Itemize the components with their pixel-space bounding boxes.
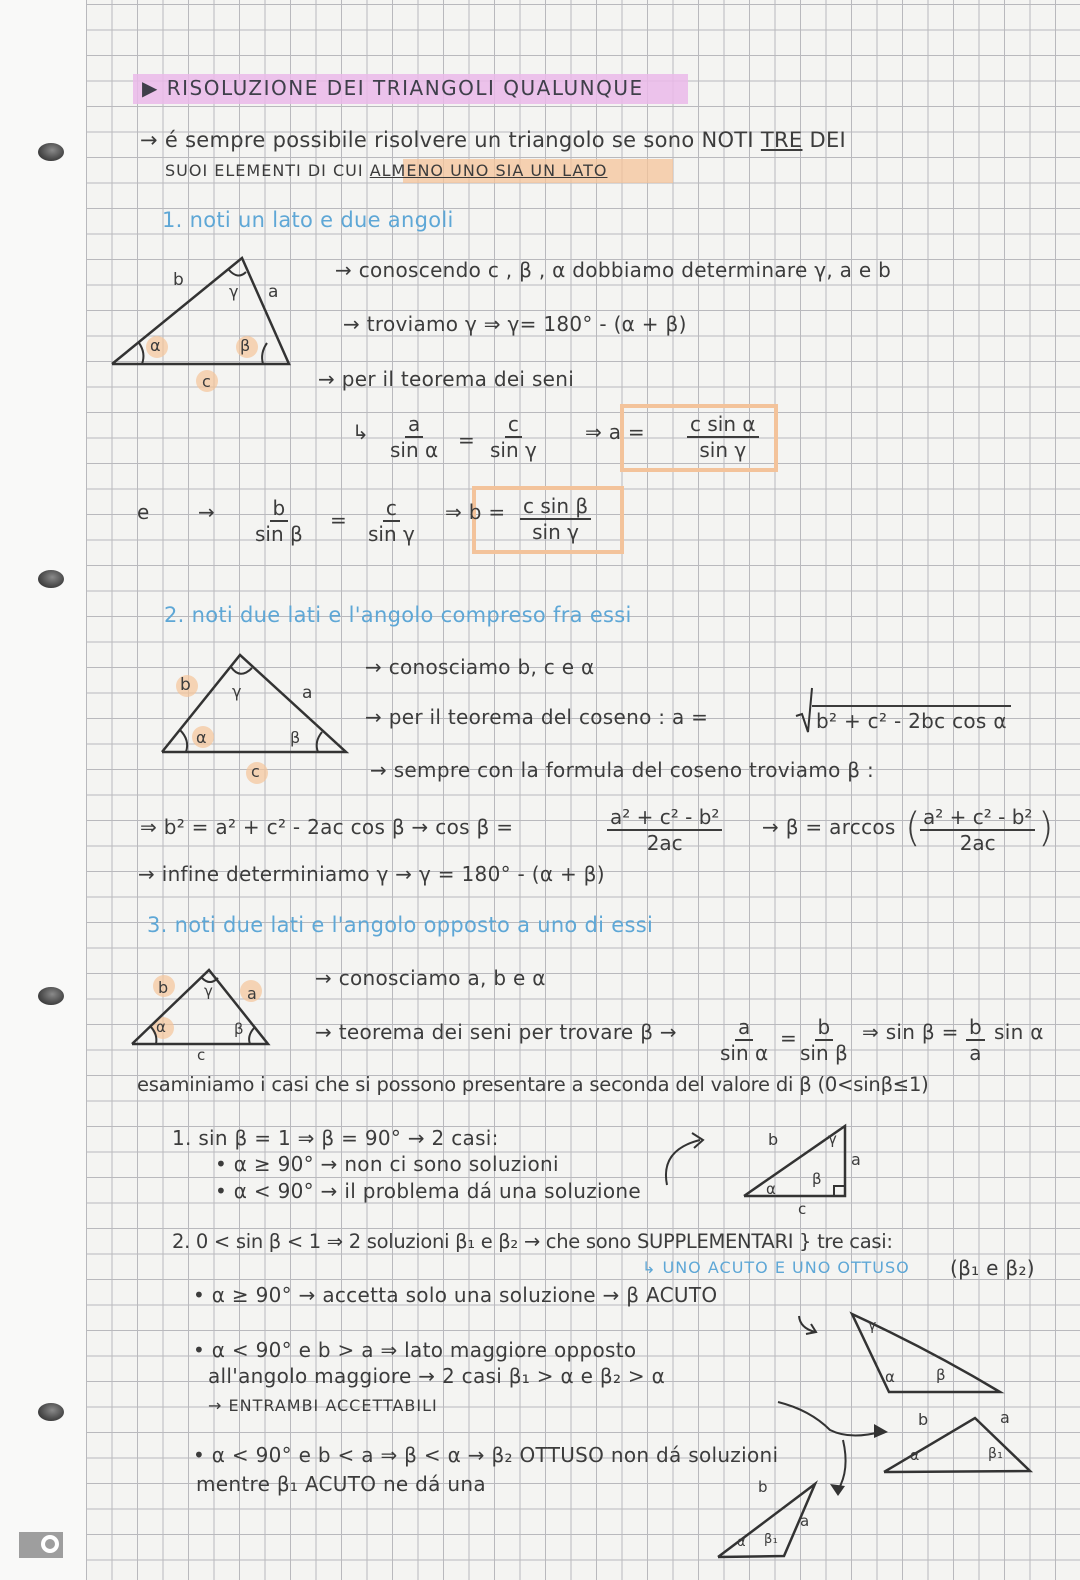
- intro-line-2: SUOI ELEMENTI DI CUI ALMENO UNO SIA UN LATO: [165, 161, 608, 180]
- s3-line-2: → teorema dei seni per trovare β →: [315, 1020, 677, 1044]
- label-beta: β: [936, 1366, 946, 1384]
- label-beta: β: [812, 1170, 822, 1188]
- label-a: a: [302, 683, 313, 703]
- case-2-bullet-2-line-1: • α < 90° e b > a ⇒ lato maggiore opposto: [193, 1338, 637, 1362]
- label-a: a: [851, 1150, 862, 1169]
- case-2-bullet-1: • α ≥ 90° → accetta solo una soluzione → β ACUTO: [193, 1283, 718, 1307]
- s2-arccos: → β = arccos: [762, 815, 896, 839]
- label-gamma: γ: [232, 682, 242, 701]
- label-gamma: γ: [868, 1318, 877, 1334]
- s2-line-3: → sempre con la formula del coseno troviamo β :: [370, 758, 875, 782]
- case-2-note-tail: (β₁ e β₂): [950, 1256, 1035, 1280]
- label-gamma: γ: [229, 282, 239, 301]
- s2-line-2: → per il teorema del coseno : a =: [365, 705, 709, 729]
- fraction-a-sin-alpha: $\frac{a}{\text{sin α}}$: [390, 412, 439, 462]
- s1-line-1: → conoscendo c , β , α dobbiamo determinare γ, a e b: [335, 258, 892, 282]
- hook-arrow-icon: ↳: [352, 420, 370, 444]
- equals-sign: =: [330, 508, 348, 532]
- fraction-result-b: $\frac{\text{c sin β}}{\text{sin γ}}$: [520, 494, 591, 544]
- case-2-bullet-3-line-1: • α < 90° e b < a ⇒ β < α → β₂ OTTUSO non dá soluzioni: [193, 1443, 779, 1467]
- section-3-heading: 3. noti due lati e l'angolo opposto a uno di essi: [147, 913, 654, 937]
- s3-line-1: → conosciamo a, b e α: [315, 966, 546, 990]
- result-a-lhs: ⇒ a =: [585, 420, 645, 444]
- s2-cos-equation: ⇒ b² = a² + c² - 2ac cos β → cos β =: [140, 815, 514, 839]
- label-alpha: α: [885, 1368, 896, 1386]
- label-c: c: [798, 1200, 807, 1218]
- result-b-lhs: ⇒ b =: [445, 500, 506, 524]
- page-title: ▶ RISOLUZIONE DEI TRIANGOLI QUALUNQUE: [142, 76, 644, 100]
- s2-line-4: → infine determiniamo γ → γ = 180° - (α + β): [138, 862, 605, 886]
- fraction-b-sin-beta: $\frac{b}{\text{sin β}}$: [255, 496, 303, 546]
- equals-sign: =: [780, 1026, 798, 1050]
- label-c: c: [202, 372, 212, 391]
- label-b: b: [180, 675, 192, 695]
- s1-line-2: → troviamo γ ⇒ γ= 180° - (α + β): [343, 312, 687, 336]
- label-alpha: α: [150, 336, 161, 355]
- fraction-result-a: $\frac{\text{c sin α}}{\text{sin γ}}$: [687, 412, 759, 462]
- intro-highlight-text: ALMENO UNO SIA UN LATO: [369, 161, 608, 180]
- case-2-bullet-2-line-2: all'angolo maggiore → 2 casi β₁ > α e β₂ > α: [208, 1364, 666, 1388]
- label-b: b: [768, 1130, 779, 1149]
- label-beta: β: [240, 336, 251, 355]
- label-a: a: [247, 984, 258, 1003]
- label-c: c: [197, 1046, 206, 1064]
- section-2-heading: 2. noti due lati e l'angolo compreso fra essi: [164, 603, 632, 627]
- label-beta-1: β₁: [764, 1532, 779, 1547]
- label-alpha: α: [910, 1448, 920, 1464]
- case-1-title: 1. sin β = 1 ⇒ β = 90° → 2 casi:: [172, 1126, 499, 1150]
- case-1-bullet-1: • α ≥ 90° → non ci sono soluzioni: [215, 1152, 559, 1176]
- case-1-bullet-2: • α < 90° → il problema dá una soluzione: [215, 1179, 642, 1203]
- label-c: c: [251, 762, 261, 781]
- label-a: a: [800, 1512, 810, 1530]
- conjunction-e: e: [137, 500, 150, 524]
- paren-open: (: [905, 805, 921, 851]
- triangle-marker-icon: ▶: [142, 76, 159, 100]
- section-1-heading: 1. noti un lato e due angoli: [162, 208, 454, 232]
- s3-cases-intro: esaminiamo i casi che si possono presentare a seconda del valore di β (0<sinβ≤1): [137, 1073, 929, 1096]
- label-alpha: α: [766, 1180, 777, 1198]
- intro-line-1: → é sempre possibile risolvere un triangolo se sono NOTI TRE DEI: [140, 128, 847, 152]
- label-beta: β: [234, 1020, 244, 1038]
- fraction-arccos-arg: $\frac{\text{a² + c² - b²}}{2ac}$: [920, 805, 1035, 855]
- label-alpha: α: [156, 1018, 167, 1036]
- label-beta: β: [290, 728, 301, 747]
- case-2-title: 2. 0 < sin β < 1 ⇒ 2 soluzioni β₁ e β₂ → che sono SUPPLEMENTARI } tre casi:: [172, 1230, 893, 1253]
- s2-line-1: → conosciamo b, c e α: [365, 655, 595, 679]
- label-gamma: γ: [204, 982, 214, 1000]
- fraction-cos-beta: $\frac{\text{a² + c² - b²}}{2ac}$: [607, 805, 722, 855]
- s1-line-3: → per il teorema dei seni: [318, 367, 575, 391]
- case-2-note: ↳ UNO ACUTO E UNO OTTUSO: [642, 1258, 910, 1277]
- case-2-bullet-2-line-3: → ENTRAMBI ACCETTABILI: [208, 1396, 438, 1415]
- s3-result-tail: sin α: [994, 1020, 1044, 1044]
- label-b: b: [918, 1410, 929, 1429]
- sqrt-expression: b² + c² - 2bc cos α: [812, 705, 1011, 733]
- label-b: b: [758, 1478, 768, 1496]
- label-alpha: α: [737, 1535, 746, 1550]
- fraction-a-sin-alpha-3: $\frac{a}{\text{sin α}}$: [720, 1015, 769, 1065]
- intro-tre: TRE: [760, 128, 803, 152]
- label-beta-1: β₁: [988, 1446, 1004, 1462]
- arrow-icon: →: [198, 500, 216, 524]
- label-a: a: [1000, 1408, 1011, 1427]
- label-alpha: α: [196, 728, 207, 747]
- fraction-c-sin-gamma-2: $\frac{c}{\text{sin γ}}$: [368, 496, 415, 546]
- label-gamma: γ: [828, 1130, 838, 1148]
- label-b: b: [158, 978, 169, 997]
- case-2-bullet-3-line-2: mentre β₁ ACUTO ne dá una: [196, 1472, 486, 1496]
- label-b: b: [173, 270, 185, 290]
- fraction-c-sin-gamma: $\frac{c}{\text{sin γ}}$: [490, 412, 537, 462]
- s3-result: ⇒ sin β =: [862, 1020, 959, 1044]
- fraction-b-sin-beta-3: $\frac{b}{\text{sin β}}$: [800, 1015, 848, 1065]
- equals-sign: =: [458, 428, 476, 452]
- paren-close: ): [1038, 805, 1054, 851]
- label-a: a: [268, 282, 279, 302]
- fraction-b-over-a: $\frac{b}{a}$: [966, 1015, 985, 1065]
